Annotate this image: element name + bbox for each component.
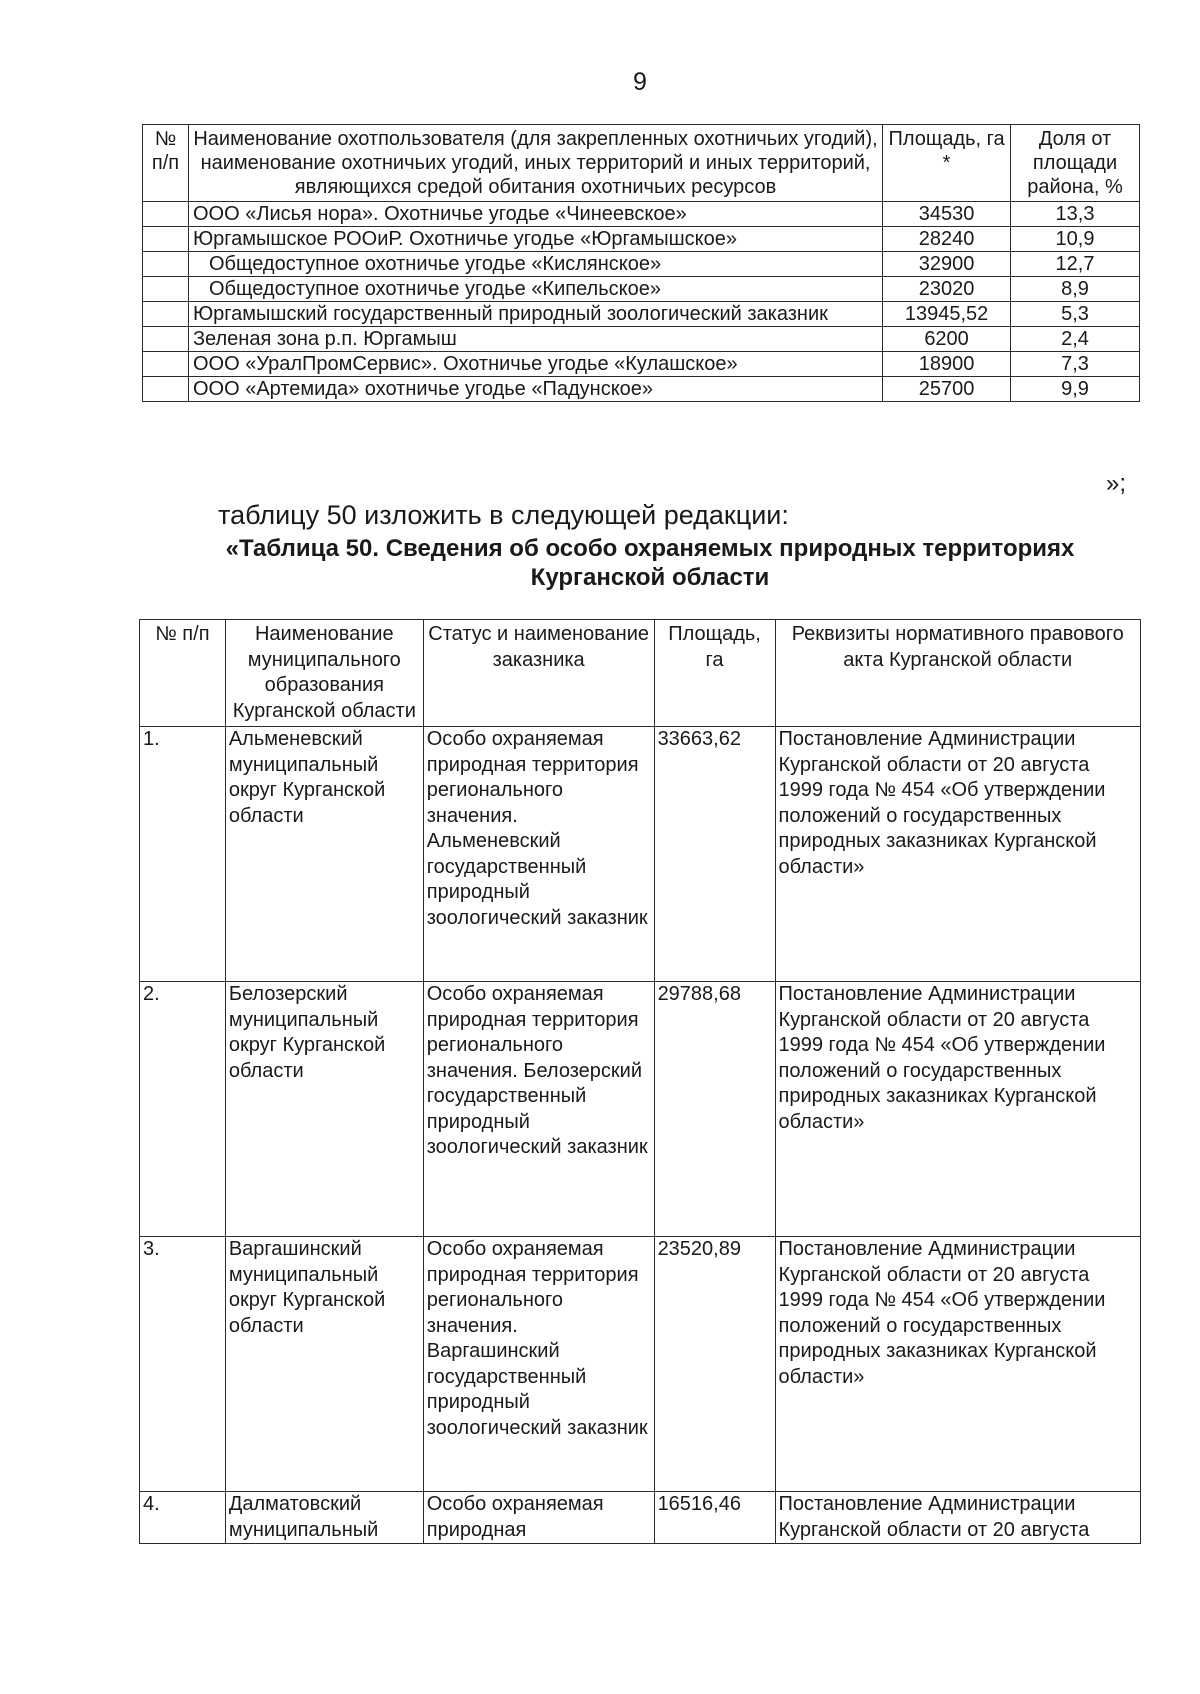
table-row <box>143 252 1140 277</box>
cell-act: Постановление Администрации Курганской области от 20 августа 1999 года № 454 «Об утверждении положений о государственных природных заказниках Курганской области» <box>775 982 1141 1237</box>
header-status: Статус и наименование заказника <box>423 620 654 727</box>
table-row <box>143 302 1140 327</box>
cell-share: 2,4 <box>1011 327 1140 352</box>
header-name: Наименование охотпользователя (для закрепленных охотничьих угодий), наименование охотничьих угодий, иных территорий и иных территорий, являющихся средой обитания охотничьих ресурсов <box>188 125 882 202</box>
cell-area: 25700 <box>883 377 1011 402</box>
cell-num <box>143 252 189 277</box>
cell-num <box>143 302 189 327</box>
table-50-title: «Таблица 50. Сведения об особо охраняемых природных территориях Курганской области <box>225 535 1075 591</box>
cell-act: Постановление Администрации Курганской области от 20 августа <box>775 1492 1141 1544</box>
cell-share: 10,9 <box>1011 227 1140 252</box>
cell-act: Постановление Администрации Курганской области от 20 августа 1999 года № 454 «Об утверждении положений о государственных природных заказниках Курганской области» <box>775 727 1141 982</box>
cell-name: ООО «Артемида» охотничье угодье «Падунское» <box>188 377 882 402</box>
amendment-intro-text: таблицу 50 изложить в следующей редакции: <box>218 500 789 530</box>
cell-area: 6200 <box>883 327 1011 352</box>
cell-num <box>143 277 189 302</box>
cell-municipality: Варгашинский муниципальный округ Курганской области <box>225 1237 423 1492</box>
cell-num <box>143 227 189 252</box>
cell-name: ООО «УралПромСервис». Охотничье угодье «Кулашское» <box>188 352 882 377</box>
cell-act: Постановление Администрации Курганской области от 20 августа 1999 года № 454 «Об утверждении положений о государственных природных заказниках Курганской области» <box>775 1237 1141 1492</box>
cell-share: 7,3 <box>1011 352 1140 377</box>
table-row <box>143 327 1140 352</box>
cell-share: 5,3 <box>1011 302 1140 327</box>
cell-num: 1. <box>140 727 226 982</box>
cell-municipality: Альменевский муниципальный округ Курганской области <box>225 727 423 982</box>
table-row <box>140 1237 1141 1492</box>
table-row <box>143 227 1140 252</box>
closing-quote: »; <box>1106 470 1127 497</box>
cell-status: Особо охраняемая природная территория регионального значения. Варгашинский государственный природный зоологический заказник <box>423 1237 654 1492</box>
page-number: 9 <box>633 68 647 96</box>
cell-area: 34530 <box>883 202 1011 227</box>
cell-num: 4. <box>140 1492 226 1544</box>
header-area: Площадь, га <box>654 620 775 727</box>
cell-area: 18900 <box>883 352 1011 377</box>
cell-name: Зеленая зона р.п. Юргамыш <box>188 327 882 352</box>
cell-share: 8,9 <box>1011 277 1140 302</box>
cell-num <box>143 377 189 402</box>
cell-status: Особо охраняемая природная территория регионального значения. Белозерский государственный природный зоологический заказник <box>423 982 654 1237</box>
table-row <box>143 277 1140 302</box>
header-municipality: Наименование муниципального образования Курганской области <box>225 620 423 727</box>
table-row <box>143 352 1140 377</box>
table-row <box>140 727 1141 982</box>
cell-share: 9,9 <box>1011 377 1140 402</box>
cell-name: Юргамышское РООиР. Охотничье угодье «Юргамышское» <box>188 227 882 252</box>
cell-num: 2. <box>140 982 226 1237</box>
cell-share: 12,7 <box>1011 252 1140 277</box>
cell-num <box>143 327 189 352</box>
cell-num: 3. <box>140 1237 226 1492</box>
cell-status: Особо охраняемая природная территория регионального значения. Альменевский государственный природный зоологический заказник <box>423 727 654 982</box>
cell-area: 16516,46 <box>654 1492 775 1544</box>
cell-name: Юргамышский государственный природный зоологический заказник <box>188 302 882 327</box>
cell-name: Общедоступное охотничье угодье «Кипельское» <box>188 277 882 302</box>
cell-area: 23020 <box>883 277 1011 302</box>
cell-area: 23520,89 <box>654 1237 775 1492</box>
protected-areas-table <box>139 619 1141 1544</box>
cell-name: ООО «Лисья нора». Охотничье угодье «Чинеевское» <box>188 202 882 227</box>
table-header-row <box>140 620 1141 727</box>
cell-status: Особо охраняемая природная <box>423 1492 654 1544</box>
cell-area: 13945,52 <box>883 302 1011 327</box>
cell-area: 32900 <box>883 252 1011 277</box>
cell-num <box>143 202 189 227</box>
table-row <box>140 1492 1141 1544</box>
cell-share: 13,3 <box>1011 202 1140 227</box>
table-row <box>143 377 1140 402</box>
header-num: № п/п <box>143 125 189 202</box>
header-num: № п/п <box>140 620 226 727</box>
header-act: Реквизиты нормативного правового акта Курганской области <box>775 620 1141 727</box>
cell-num <box>143 352 189 377</box>
cell-area: 33663,62 <box>654 727 775 982</box>
hunting-grounds-table <box>142 124 1140 402</box>
cell-area: 28240 <box>883 227 1011 252</box>
table-row <box>140 982 1141 1237</box>
cell-name: Общедоступное охотничье угодье «Кислянское» <box>188 252 882 277</box>
header-share: Доля от площади района, % <box>1011 125 1140 202</box>
table-header-row <box>143 125 1140 202</box>
header-area: Площадь, га * <box>883 125 1011 202</box>
table-row <box>143 202 1140 227</box>
cell-area: 29788,68 <box>654 982 775 1237</box>
cell-municipality: Белозерский муниципальный округ Курганской области <box>225 982 423 1237</box>
cell-municipality: Далматовский муниципальный <box>225 1492 423 1544</box>
